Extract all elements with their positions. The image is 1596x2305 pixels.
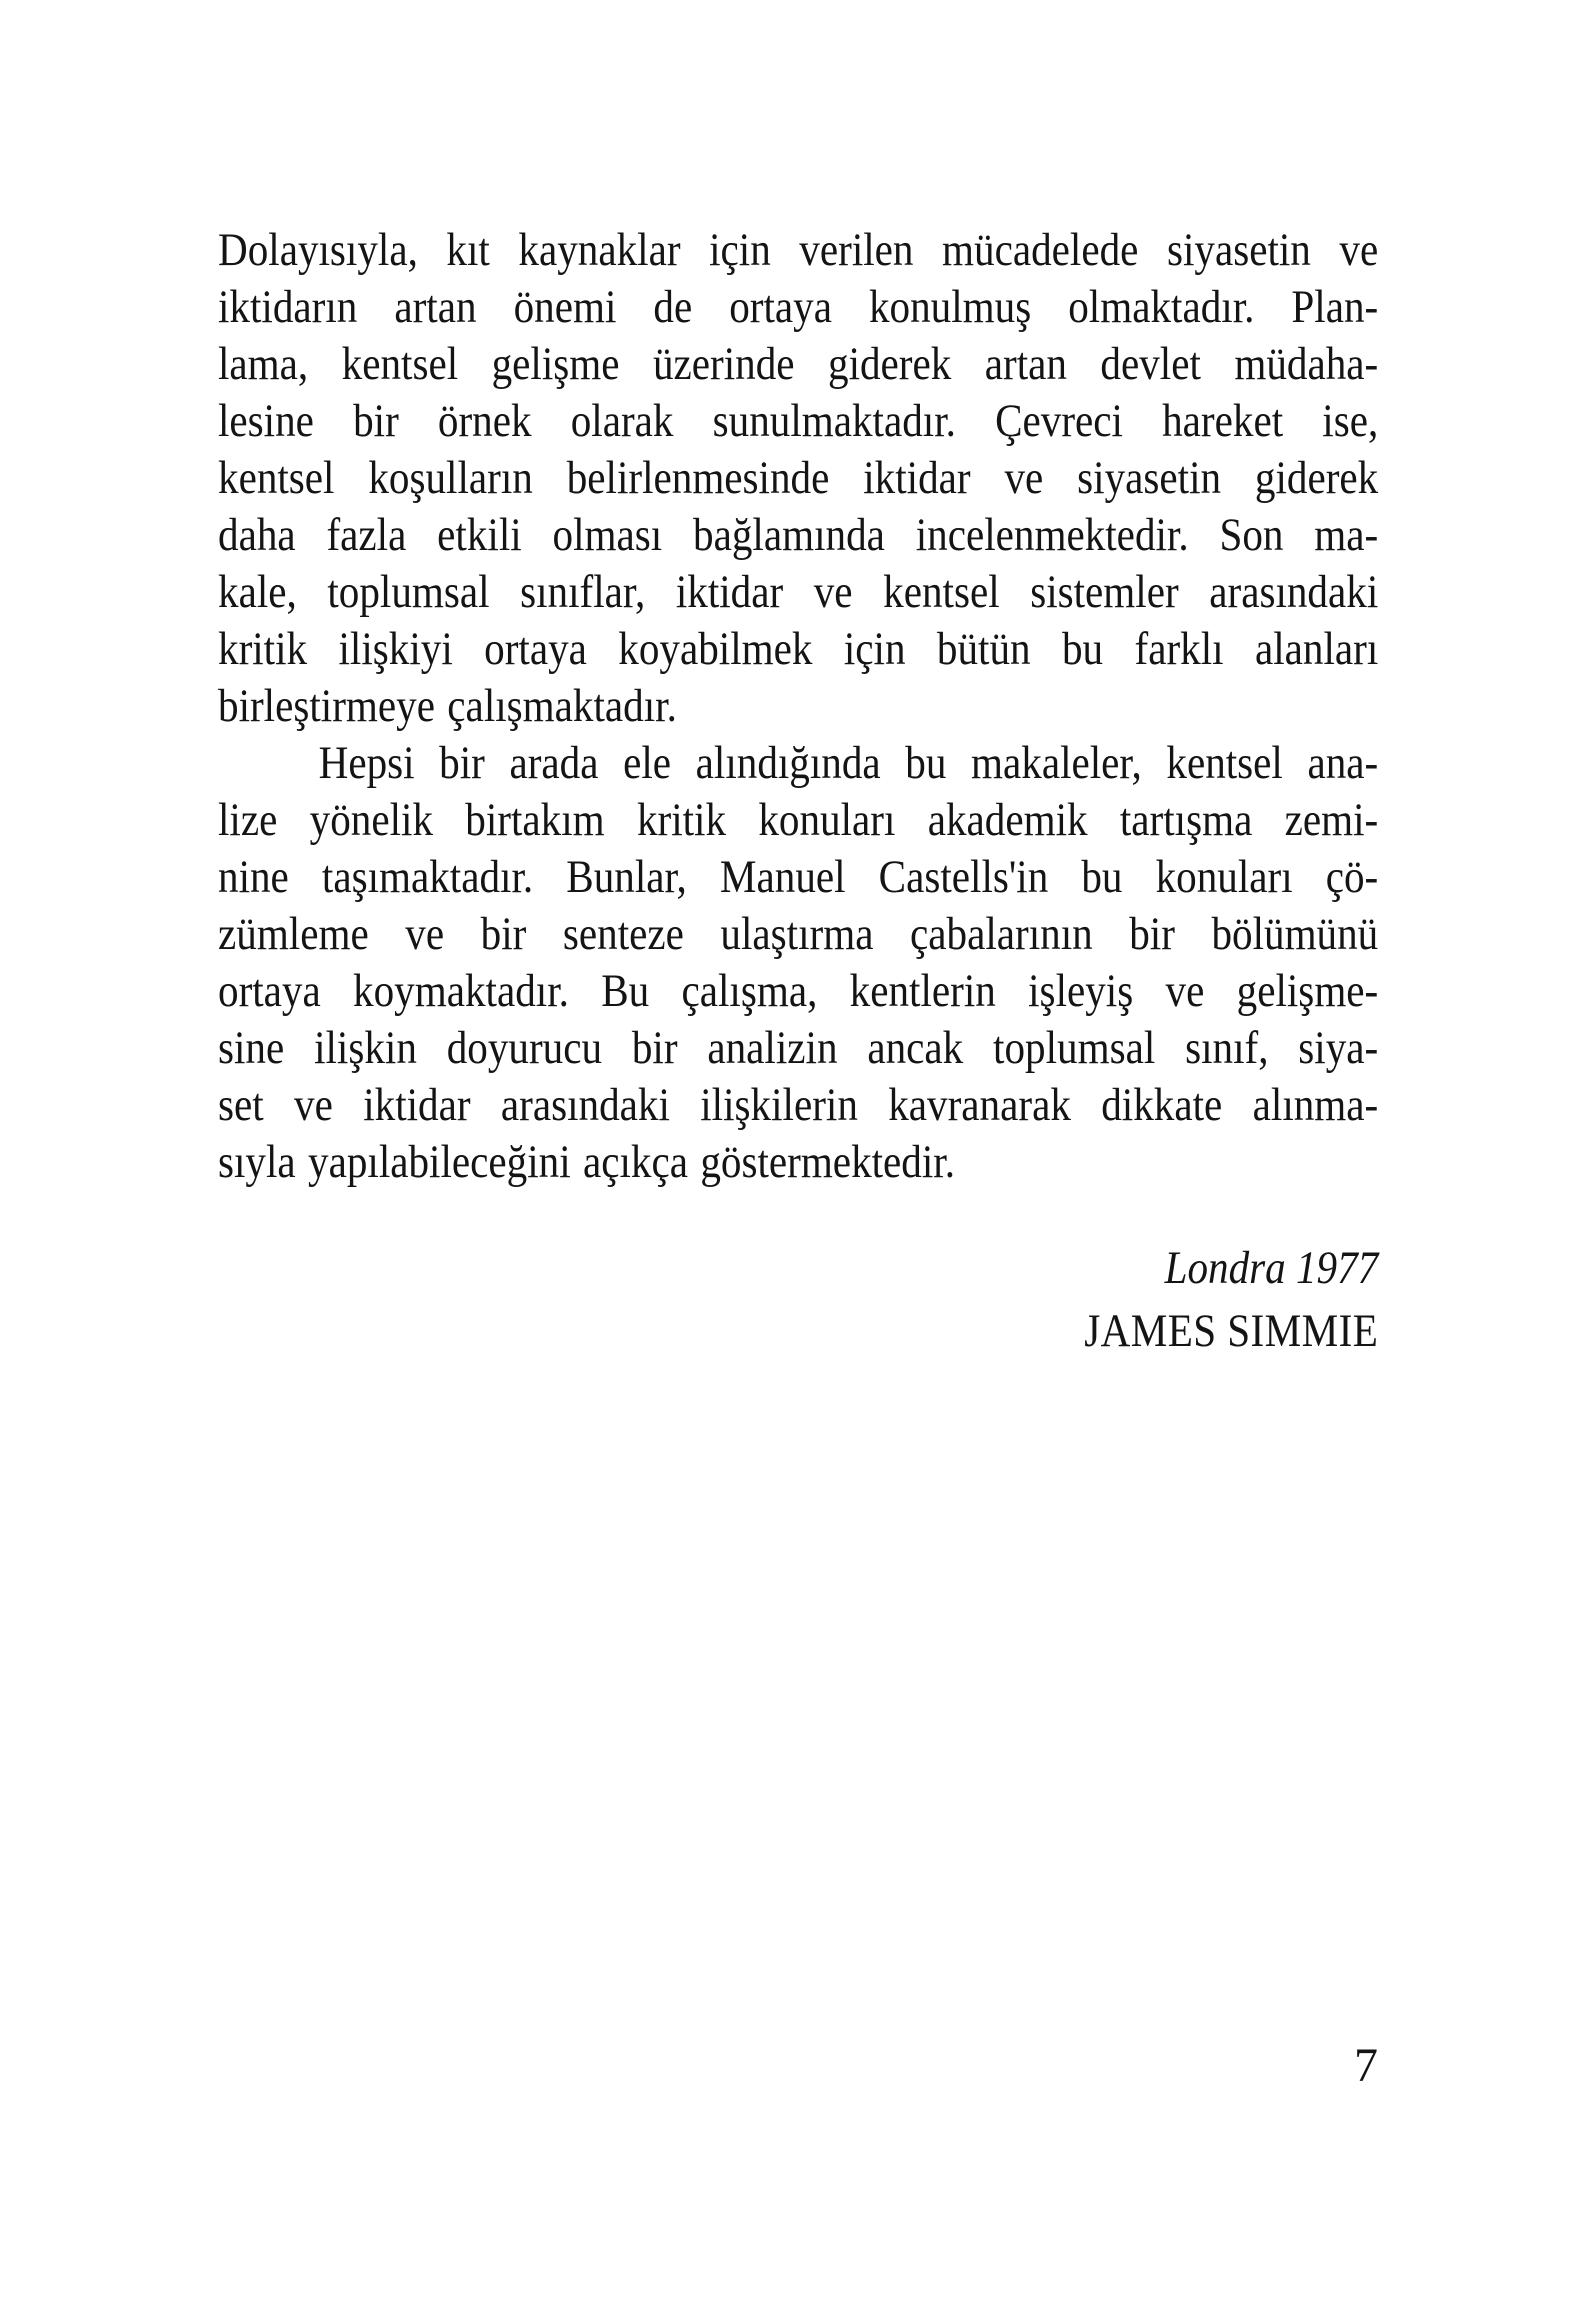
paragraph [218, 222, 1378, 735]
text-line: ortaya koymaktadır. Bu çalışma, kentlerin işleyiş ve gelişme- [218, 965, 1379, 1017]
body-text [218, 222, 1378, 1363]
text-line: kentsel koşulların belirlenmesinde iktidar ve siyasetin giderek [218, 452, 1379, 504]
text-line: birleştirmeye çalışmaktadır. [218, 680, 677, 732]
text-line: sine ilişkin doyurucu bir analizin ancak toplumsal sınıf, siya- [218, 1022, 1379, 1074]
text-line: kale, toplumsal sınıflar, iktidar ve kentsel sistemler arasındaki [218, 566, 1379, 618]
text-line: zümleme ve bir senteze ulaştırma çabalarının bir bölümünü [218, 908, 1379, 960]
text-line: kritik ilişkiyi ortaya koyabilmek için bütün bu farklı alanları [218, 623, 1379, 675]
text-line: daha fazla etkili olması bağlamında incelenmektedir. Son ma- [218, 509, 1379, 561]
text-line: lize yönelik birtakım kritik konuları akademik tartışma zemi- [218, 794, 1379, 846]
text-line: set ve iktidar arasındaki ilişkilerin kavranarak dikkate alınma- [218, 1079, 1379, 1131]
signature-author: JAMES SIMMIE [1084, 1305, 1379, 1357]
text-line: Hepsi bir arada ele alındığında bu makaleler, kentsel ana- [318, 737, 1379, 789]
paragraph [218, 735, 1378, 1191]
text-line: lama, kentsel gelişme üzerinde giderek artan devlet müdaha- [218, 338, 1379, 390]
signature-block [218, 1237, 1378, 1363]
text-line: Dolayısıyla, kıt kaynaklar için verilen mücadelede siyasetin ve [218, 224, 1379, 276]
page-number: 7 [1354, 2039, 1378, 2092]
signature-place-date: Londra 1977 [1164, 1242, 1379, 1294]
text-line: nine taşımaktadır. Bunlar, Manuel Castells'in bu konuları çö- [218, 851, 1379, 903]
text-line: sıyla yapılabileceğini açıkça göstermektedir. [218, 1136, 956, 1188]
text-line: lesine bir örnek olarak sunulmaktadır. Çevreci hareket ise, [218, 395, 1379, 447]
text-line: iktidarın artan önemi de ortaya konulmuş olmaktadır. Plan- [218, 281, 1379, 333]
